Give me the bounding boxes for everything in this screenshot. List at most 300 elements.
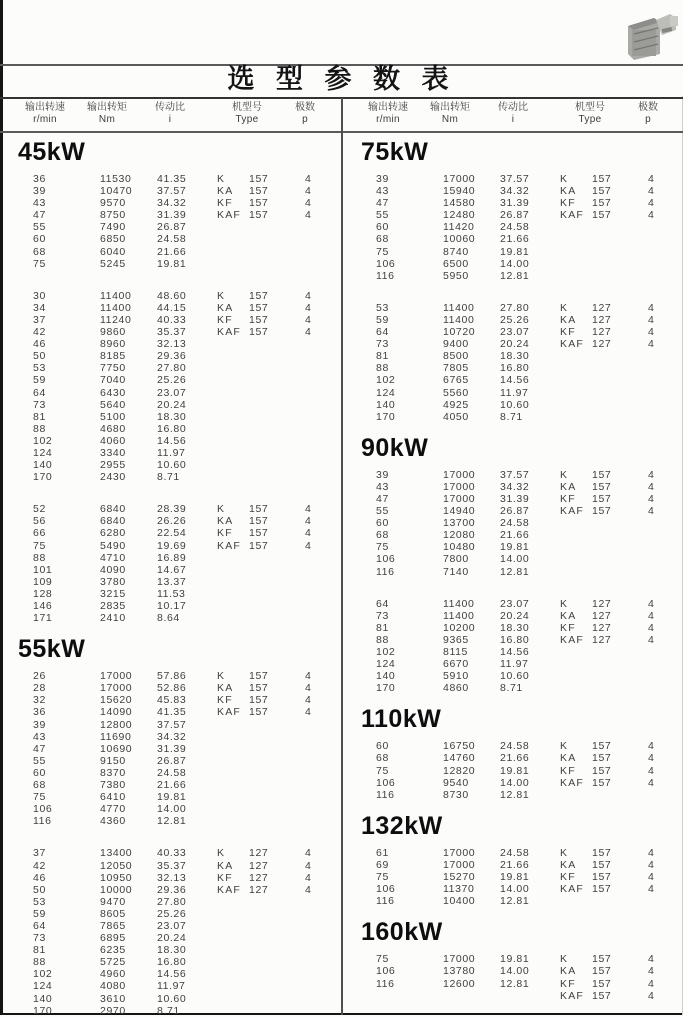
cell-torque: 11400 [100,301,132,314]
table-row [0,221,341,233]
cell-torque: 5245 [100,257,126,270]
cell-poles: 4 [305,185,312,198]
col-header-torque: 输出转矩 Nm [430,102,470,125]
row-block [343,953,683,1001]
cell-type-number [249,374,305,386]
cell-ratio: 11.97 [157,980,186,993]
cell-poles [305,233,341,245]
cell-torque: 7805 [443,362,469,375]
cell-ratio: 14.00 [500,553,530,566]
cell-torque: 12820 [443,764,476,777]
cell-speed: 30 [33,289,46,302]
cell-type-number: 127 [592,313,612,326]
cell-type-number: 157 [592,883,612,896]
cell-type-prefix [560,895,592,907]
cell-speed: 68 [376,752,389,765]
cell-poles: 4 [648,480,655,493]
table-row [343,233,683,245]
cell-ratio: 20.24 [500,609,530,622]
cell-poles: 4 [648,846,655,859]
table-column-left [0,137,341,1017]
cell-type-number [249,920,305,932]
table-row [0,743,341,755]
row-block [343,469,683,578]
table-row [0,860,341,872]
cell-type-prefix [560,270,592,282]
cell-type-prefix: KA [217,185,234,198]
cell-ratio: 21.66 [157,245,187,258]
cell-type-number [592,411,648,423]
cell-torque: 9365 [443,633,469,646]
cell-poles [305,576,341,588]
cell-poles: 4 [648,740,655,753]
cell-ratio: 12.81 [500,895,530,908]
cell-torque: 5725 [100,956,126,969]
cell-speed: 53 [33,895,46,908]
cell-type-prefix [560,374,592,386]
cell-ratio: 14.67 [157,563,187,576]
table-row [343,469,683,481]
cell-type-prefix [217,459,249,471]
cell-speed: 88 [33,551,46,564]
cell-type-number [249,459,305,471]
cell-poles [648,258,683,270]
cell-type-number: 157 [249,515,269,528]
cell-ratio: 35.37 [157,859,187,872]
cell-type-number [249,471,305,483]
cell-ratio: 26.87 [157,754,187,767]
cell-type-number [249,944,305,956]
cell-speed: 60 [376,221,389,234]
cell-ratio: 14.00 [157,803,187,816]
cell-type-prefix: KF [560,197,576,210]
cell-poles [305,374,341,386]
cell-speed: 39 [33,185,46,198]
cell-torque: 11400 [443,609,475,622]
cell-type-prefix [560,517,592,529]
cell-torque: 11400 [443,597,475,610]
cell-type-number: 157 [249,185,269,198]
table-row [343,350,683,362]
cell-torque: 6430 [100,386,126,399]
cell-torque: 17000 [443,953,476,966]
cell-type-prefix: KAF [217,706,242,719]
cell-poles: 4 [648,197,655,210]
cell-torque: 13700 [443,517,476,530]
cell-speed: 52 [33,503,46,516]
cell-ratio: 31.39 [500,197,530,210]
power-section-75kW [343,137,683,423]
table-column-right [343,137,683,1002]
cell-ratio: 40.33 [157,847,187,860]
table-row [343,566,683,578]
cell-speed: 59 [33,907,46,920]
row-block [343,598,683,695]
cell-ratio: 44.15 [157,301,187,314]
cell-poles [648,529,683,541]
gearbox-photo [618,4,680,64]
cell-torque: 11240 [100,313,132,326]
cell-ratio: 31.39 [500,492,530,505]
cell-type-prefix [217,815,249,827]
cell-torque: 7380 [100,779,126,792]
cell-speed: 88 [376,362,389,375]
cell-ratio: 48.60 [157,289,187,302]
table-row [343,314,683,326]
cell-ratio: 19.81 [500,541,530,554]
cell-torque: 2955 [100,459,126,472]
cell-type-prefix: K [560,468,569,481]
cell-speed: 106 [376,553,396,566]
cell-torque: 10060 [443,233,476,246]
table-row [0,719,341,731]
table-row [0,944,341,956]
cell-type-prefix [217,767,249,779]
cell-type-prefix [560,399,592,411]
cell-type-number: 127 [249,847,269,860]
cell-ratio: 32.13 [157,338,187,351]
cell-poles: 4 [648,609,655,622]
cell-torque: 9470 [100,895,126,908]
cell-speed: 55 [33,221,46,234]
cell-type-prefix [560,246,592,258]
cell-type-prefix [560,646,592,658]
cell-ratio: 12.81 [500,977,530,990]
cell-torque: 5950 [443,269,469,282]
col-header-poles: 极数 p [295,102,315,125]
cell-type-prefix: KF [217,313,233,326]
cell-type-prefix: KA [560,480,577,493]
cell-poles: 4 [648,752,655,765]
cell-poles [305,944,341,956]
cell-poles: 4 [305,682,312,695]
cell-poles [305,588,341,600]
cell-ratio: 41.35 [157,173,187,185]
cell-type-prefix [217,564,249,576]
table-row [343,411,683,423]
cell-torque: 6500 [443,257,469,270]
cell-type-prefix [217,362,249,374]
table-row [343,338,683,350]
cell-torque: 2970 [100,1004,126,1017]
cell-type-number [249,411,305,423]
cell-speed: 50 [33,350,46,363]
cell-torque: 12600 [443,977,476,990]
table-row [343,859,683,871]
table-row [0,246,341,258]
cell-torque: 12480 [443,209,476,222]
cell-torque: 10400 [443,895,476,908]
cell-poles: 4 [648,858,655,871]
table-row [0,515,341,527]
cell-torque: 6040 [100,245,126,258]
power-section-132kW [343,811,683,907]
cell-ratio: 21.66 [157,779,187,792]
cell-poles: 4 [305,527,312,540]
cell-speed: 106 [33,803,53,816]
table-row [343,610,683,622]
cell-speed: 73 [33,932,46,945]
cell-type-prefix [560,350,592,362]
cell-torque: 17000 [443,468,476,481]
cell-ratio: 24.58 [500,517,530,530]
cell-poles [305,338,341,350]
table-row [343,505,683,517]
cell-type-number: 157 [592,989,612,1002]
cell-torque: 8740 [443,245,469,258]
cell-poles: 4 [305,197,312,210]
cell-speed: 140 [33,992,53,1005]
cell-poles [648,553,683,565]
cell-speed: 88 [33,422,46,435]
cell-type-number: 157 [592,953,612,966]
cell-poles [305,221,341,233]
cell-ratio: 24.58 [500,221,530,234]
cell-ratio: 24.58 [500,740,530,753]
cell-speed: 106 [376,965,396,978]
cell-ratio: 34.32 [500,185,530,198]
cell-ratio: 8.64 [157,612,180,625]
table-row [0,338,341,350]
cell-type-prefix: K [560,301,569,314]
cell-type-prefix: KF [560,977,576,990]
section-title: 132kW [361,811,443,840]
cell-ratio: 23.07 [500,326,530,339]
cell-poles [648,658,683,670]
cell-type-prefix: KF [560,764,576,777]
cell-type-prefix [217,896,249,908]
row-block [0,173,341,270]
cell-torque: 17000 [443,858,476,871]
cell-type-number: 157 [592,492,612,505]
cell-poles: 4 [648,621,655,634]
cell-torque: 9860 [100,326,126,339]
cell-ratio: 18.30 [157,410,187,423]
cell-speed: 73 [376,338,389,351]
cell-ratio: 27.80 [500,301,530,314]
cell-torque: 17000 [443,173,476,185]
cell-speed: 116 [376,977,395,990]
cell-poles [305,791,341,803]
section-title: 55kW [18,635,86,664]
cell-speed: 42 [33,326,46,339]
cell-torque: 4080 [100,980,126,993]
table-row [343,185,683,197]
cell-ratio: 29.36 [157,350,187,363]
cell-type-prefix: KF [560,871,576,884]
cell-speed [376,990,443,1002]
cell-poles [648,387,683,399]
cell-type-number [249,552,305,564]
cell-type-number [249,435,305,447]
cell-type-number: 157 [592,740,612,753]
cell-torque: 11400 [443,301,475,314]
cell-ratio: 25.26 [157,374,187,387]
cell-ratio: 34.32 [157,197,187,210]
cell-type-number: 157 [249,539,269,552]
cell-type-prefix [217,600,249,612]
cell-poles: 4 [305,209,312,222]
cell-ratio: 8.71 [157,1004,180,1017]
cell-poles [648,233,683,245]
cell-ratio: 23.07 [157,919,187,932]
cell-poles [305,755,341,767]
cell-speed: 59 [33,374,46,387]
cell-torque: 7750 [100,362,126,375]
cell-speed: 34 [33,301,46,314]
cell-type-number: 127 [592,621,612,634]
cell-torque: 6765 [443,374,469,387]
cell-type-number: 157 [592,752,612,765]
table-row [343,270,683,282]
table-row [0,932,341,944]
table-row [343,493,683,505]
cell-torque: 3780 [100,575,126,588]
cell-ratio: 52.86 [157,682,187,695]
cell-ratio: 14.00 [500,965,530,978]
row-block [343,173,683,282]
table-row [0,767,341,779]
cell-ratio: 18.30 [500,621,530,634]
cell-type-prefix: KF [217,197,233,210]
cell-type-prefix: K [560,740,569,753]
cell-torque: 8605 [100,907,126,920]
cell-ratio: 14.56 [500,646,530,658]
cell-type-prefix [217,779,249,791]
table-row [0,233,341,245]
cell-type-number [592,529,648,541]
cell-type-number: 127 [592,633,612,646]
table-row [0,920,341,932]
cell-poles [305,803,341,815]
cell-torque: 4680 [100,422,126,435]
table-row [0,503,341,515]
cell-ratio [500,990,560,1002]
cell-speed: 170 [33,471,53,484]
cell-torque: 4710 [100,551,126,564]
table-row [0,374,341,386]
table-row [0,847,341,859]
cell-type-number [592,566,648,578]
cell-poles: 4 [305,515,312,528]
cell-poles: 4 [648,185,655,198]
cell-torque: 8730 [443,788,469,801]
cell-type-prefix: KF [217,694,233,707]
cell-speed: 66 [33,527,46,540]
cell-ratio: 11.53 [157,587,186,600]
cell-type-prefix: KAF [560,883,585,896]
cell-ratio: 27.80 [157,362,187,375]
cell-type-number: 127 [249,883,269,896]
cell-speed: 59 [376,313,389,326]
cell-type-prefix: K [560,953,569,966]
cell-poles [305,600,341,612]
table-row [343,978,683,990]
cell-ratio: 14.56 [500,374,530,387]
section-title: 160kW [361,918,443,947]
cell-poles [305,993,341,1005]
cell-poles: 4 [648,883,655,896]
cell-poles: 4 [648,977,655,990]
cell-type-number: 157 [249,209,269,222]
cell-torque: 14940 [443,505,476,518]
cell-ratio: 21.66 [500,752,530,765]
cell-poles [648,362,683,374]
cell-type-number [592,350,648,362]
section-title: 75kW [361,138,429,166]
cell-type-number [249,447,305,459]
cell-speed: 43 [33,197,46,210]
col-header-speed: 输出转速 r/min [25,102,65,125]
cell-poles: 4 [648,468,655,481]
cell-speed: 39 [376,468,389,481]
cell-poles: 4 [648,505,655,518]
cell-ratio: 32.13 [157,871,187,884]
cell-poles: 4 [305,883,312,896]
cell-poles: 4 [305,847,312,860]
cell-type-prefix [217,743,249,755]
cell-poles: 4 [305,289,312,302]
cell-poles [648,895,683,907]
cell-type-prefix: KAF [217,539,242,552]
table-row [343,646,683,658]
cell-type-prefix: KF [560,621,576,634]
cell-ratio: 14.00 [500,257,530,270]
cell-speed: 102 [33,968,53,981]
cell-ratio: 8.71 [157,471,180,484]
cell-poles [648,670,683,682]
cell-poles: 4 [648,776,655,789]
cell-type-number [592,374,648,386]
cell-torque: 7800 [443,553,469,566]
cell-ratio: 16.89 [157,551,187,564]
cell-type-number: 157 [592,480,612,493]
cell-speed: 140 [376,670,396,683]
table-row [0,968,341,980]
table-row [0,435,341,447]
cell-type-prefix: KAF [217,326,242,339]
cell-type-prefix [217,803,249,815]
cell-speed: 68 [33,779,46,792]
cell-poles: 4 [648,989,655,1002]
cell-torque: 4360 [100,815,126,828]
cell-torque: 8185 [100,350,126,363]
table-row [0,896,341,908]
cell-ratio: 11.97 [500,386,529,399]
cell-ratio: 19.69 [157,539,187,552]
cell-type-number [249,803,305,815]
cell-torque [443,990,500,1002]
table-row [0,258,341,270]
cell-ratio: 10.60 [157,992,187,1005]
cell-type-number [249,896,305,908]
col-header-poles: 极数 p [638,102,658,125]
cell-torque: 2410 [100,612,126,625]
table-row [343,871,683,883]
cell-torque: 4925 [443,398,469,411]
cell-poles [305,908,341,920]
cell-ratio: 24.58 [157,766,187,779]
table-row [0,423,341,435]
cell-type-prefix [217,920,249,932]
cell-type-number: 157 [249,527,269,540]
table-row [0,197,341,209]
table-row [343,847,683,859]
table-row [0,362,341,374]
cell-ratio: 34.32 [157,730,187,743]
table-row [343,965,683,977]
table-row [0,350,341,362]
